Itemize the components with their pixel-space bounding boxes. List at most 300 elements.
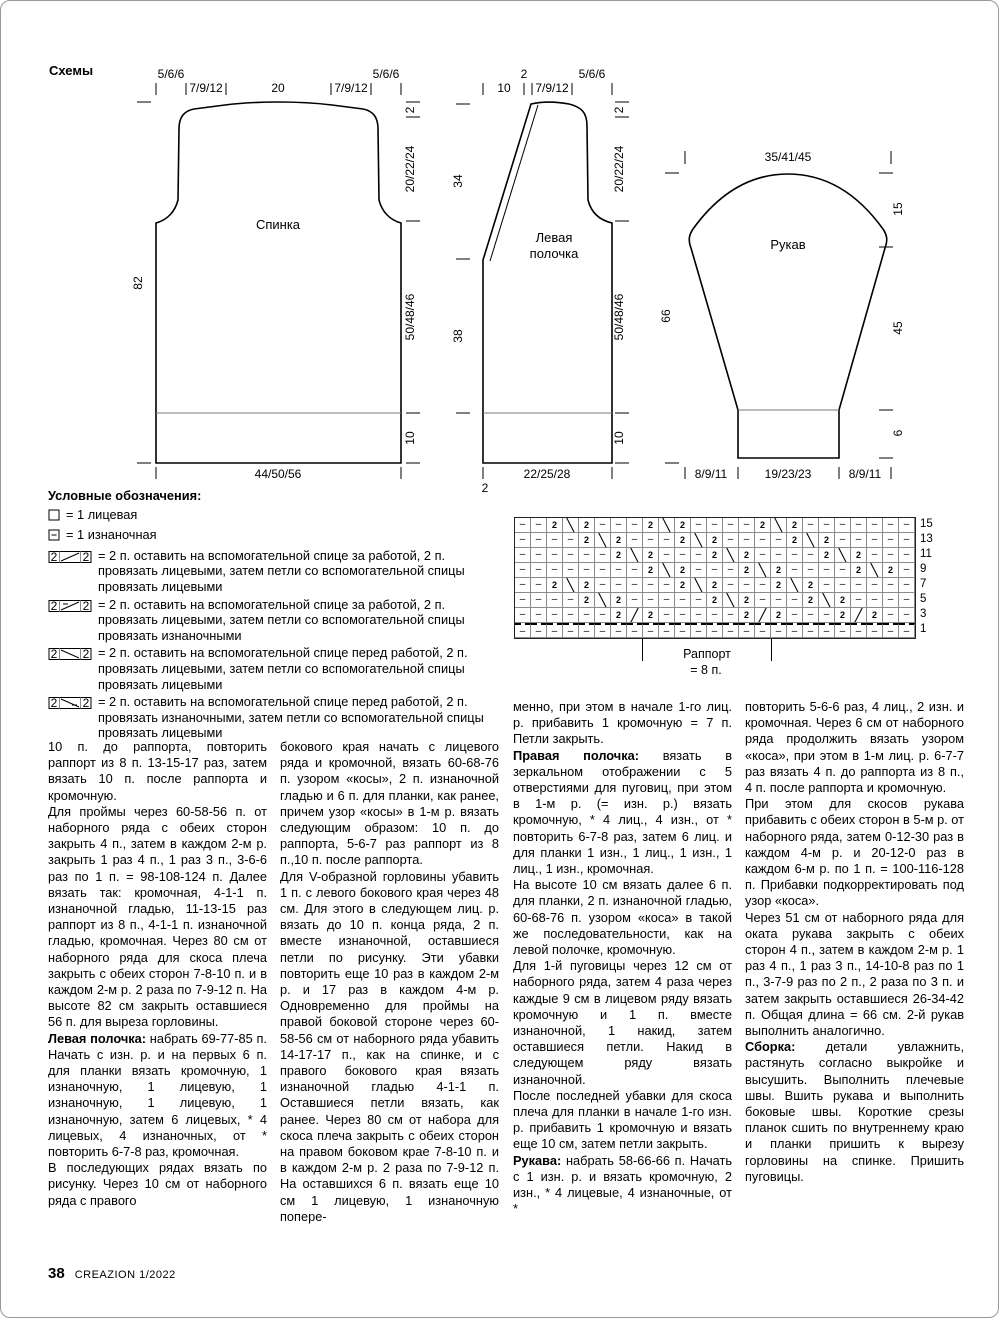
magazine-brand: CREAZION 1/2022 xyxy=(74,1269,176,1281)
measurement-label: 22/25/28 xyxy=(523,467,571,481)
chart-cell: 2 xyxy=(675,563,691,578)
chart-cell: – xyxy=(819,578,835,593)
chart-cell: – xyxy=(883,623,899,638)
svg-text:2: 2 xyxy=(82,696,90,711)
chart-cell: – xyxy=(723,578,739,593)
chart-cell: ╲ xyxy=(691,578,707,593)
chart-cell: – xyxy=(579,563,595,578)
chart-cell: – xyxy=(899,578,915,593)
chart-cell: – xyxy=(643,623,659,638)
chart-cell: – xyxy=(547,593,563,608)
chart-cell: – xyxy=(899,623,915,638)
chart-cell: – xyxy=(579,548,595,563)
chart-cell: – xyxy=(787,623,803,638)
measurement-label: 10 xyxy=(403,431,417,445)
rapport-bracket xyxy=(642,639,772,661)
instruction-paragraph: Для 1-й пуговицы через 12 см от наборного ряда, затем 4 раза через каждые 9 см в лицевом ряду вязать кромочную и 1 п. вместе изнаночной, 1 накид, затем оставшиеся петли. Накид в следующем ряду вязать изнаночной. xyxy=(513,958,732,1087)
sleeve-piece-label: Рукав xyxy=(770,237,806,252)
chart-cell: – xyxy=(723,533,739,548)
legend-item-text: = 2 п. оставить на вспомогательной спице за работой, 2 п. провязать лицевыми, затем петли со вспомогательной спицы провязать изнаночными xyxy=(98,596,465,643)
chart-cell: – xyxy=(659,578,675,593)
chart-cell: – xyxy=(691,593,707,608)
measurement-label: 20/22/24 xyxy=(403,145,417,193)
chart-cell: ╲ xyxy=(627,548,643,563)
cable-back-purl-icon xyxy=(48,597,93,617)
chart-cell: – xyxy=(899,593,915,608)
measurement-label: 38 xyxy=(451,329,465,343)
chart-cell: 2 xyxy=(707,593,723,608)
instruction-paragraph: менно, при этом в начале 1-го лиц. р. прибавить 1 кромочную = 7 п. Петли закрыть. xyxy=(513,699,732,747)
chart-cell: – xyxy=(867,578,883,593)
chart-cell: – xyxy=(579,623,595,638)
chart-cell: – xyxy=(867,548,883,563)
knitting-chart-grid xyxy=(514,517,916,639)
instruction-paragraph: При этом для скосов рукава прибавить с обеих сторон в 5-м р. от наборного ряда, затем 0-12-30 раз в каждом 4-м р. и 20-12-0 раз в каждом 6-м р. по 1 п. = 100-116-128 п. Прибавки подкорректировать под узор «коса». xyxy=(745,796,964,909)
chart-cell: 2 xyxy=(787,533,803,548)
chart-cell: – xyxy=(611,563,627,578)
chart-cell: – xyxy=(627,593,643,608)
chart-row-labels xyxy=(920,517,933,637)
chart-cell: – xyxy=(739,578,755,593)
page-footer xyxy=(48,1265,176,1282)
chart-cell: – xyxy=(547,563,563,578)
chart-row-number: 5 xyxy=(920,593,927,605)
svg-text:2: 2 xyxy=(50,647,58,662)
measurement-label: 10 xyxy=(497,81,511,95)
chart-cell: – xyxy=(515,563,531,578)
chart-cell: – xyxy=(739,623,755,638)
left-front-outline xyxy=(483,102,612,463)
chart-cell: ╲ xyxy=(771,518,787,533)
measurement-label: 8/9/11 xyxy=(848,467,882,481)
garment-schematics xyxy=(1,1,999,497)
page-number: 38 xyxy=(48,1265,65,1282)
chart-cell: 2 xyxy=(707,533,723,548)
cable-back-knit-icon xyxy=(48,548,93,568)
chart-cell: – xyxy=(707,623,723,638)
legend-item xyxy=(48,645,506,692)
chart-cell: – xyxy=(899,548,915,563)
measurement-label: 44/50/56 xyxy=(254,467,302,481)
chart-cell: – xyxy=(867,623,883,638)
chart-cell: – xyxy=(531,623,547,638)
text-column-2 xyxy=(280,739,499,1225)
chart-cell: 2 xyxy=(739,593,755,608)
chart-cell: – xyxy=(835,533,851,548)
chart-cell: – xyxy=(531,593,547,608)
measurement-label: 8/9/11 xyxy=(694,467,728,481)
legend-item-text: = 2 п. оставить на вспомогательной спице перед работой, 2 п. провязать лицевыми, затем петли со вспомогательной спицы провязать лицевыми xyxy=(98,645,468,692)
chart-cell: ╱ xyxy=(755,608,771,623)
chart-cell: 2 xyxy=(835,608,851,623)
knit-square-icon xyxy=(48,507,61,526)
chart-cell: 2 xyxy=(707,578,723,593)
front-piece-label-line1: Левая xyxy=(535,230,573,245)
chart-cell: – xyxy=(707,608,723,623)
chart-cell: ╱ xyxy=(627,608,643,623)
chart-cell: 2 xyxy=(611,548,627,563)
legend-item-text: = 2 п. оставить на вспомогательной спице за работой, 2 п. провязать лицевыми, затем петли со вспомогательной спицы провязать лицевыми xyxy=(98,547,465,594)
chart-cell: – xyxy=(531,578,547,593)
cable-front-knit-icon xyxy=(48,645,93,665)
chart-cell: ╲ xyxy=(787,578,803,593)
measurement-label: 2 xyxy=(520,67,528,81)
chart-cell: – xyxy=(595,578,611,593)
chart-cell: 2 xyxy=(883,563,899,578)
chart-cell: 2 xyxy=(819,533,835,548)
chart-cell: – xyxy=(803,608,819,623)
chart-cell: – xyxy=(675,608,691,623)
chart-cell: – xyxy=(563,593,579,608)
legend-item xyxy=(48,694,506,741)
chart-cell: 2 xyxy=(675,533,691,548)
legend-title: Условные обозначения: xyxy=(48,488,202,503)
chart-row-number: 9 xyxy=(920,563,927,575)
chart-cell: – xyxy=(867,533,883,548)
chart-cell: 2 xyxy=(579,518,595,533)
chart-cell: 2 xyxy=(675,578,691,593)
chart-cell: ╲ xyxy=(563,578,579,593)
chart-cell: – xyxy=(563,608,579,623)
chart-cell: – xyxy=(659,593,675,608)
chart-cell: ╲ xyxy=(803,533,819,548)
text-column-3 xyxy=(513,699,732,1218)
chart-cell: – xyxy=(515,548,531,563)
chart-cell: – xyxy=(515,608,531,623)
instruction-paragraph: Правая полочка: вязать в зеркальном отображении с 5 отверстиями для пуговиц, при этом в 1-м р. (= изн. р.) вязать кромочную, * 4 лиц., 4 изн., от * повторить 6-7-8 раз, затем 6 лиц. и для планки 1 изн., 1 лиц., 1 изн., 1 лиц., 1 изн., кромочная. xyxy=(513,747,732,877)
chart-cell: – xyxy=(707,518,723,533)
measurement-label: 45 xyxy=(891,321,905,335)
chart-cell: – xyxy=(595,623,611,638)
chart-cell: 2 xyxy=(867,608,883,623)
chart-cell: – xyxy=(867,593,883,608)
chart-row-number: 11 xyxy=(920,548,932,560)
chart-cell: – xyxy=(787,608,803,623)
chart-cell: – xyxy=(851,533,867,548)
chart-cell: – xyxy=(531,563,547,578)
chart-cell: 2 xyxy=(739,608,755,623)
chart-cell: – xyxy=(803,623,819,638)
measurement-label: 2 xyxy=(481,481,489,495)
chart-cell: – xyxy=(803,548,819,563)
chart-cell: ╲ xyxy=(755,563,771,578)
text-column-4 xyxy=(745,699,964,1185)
chart-cell: 2 xyxy=(547,518,563,533)
chart-cell: – xyxy=(595,518,611,533)
rapport-stitch-count: = 8 п. xyxy=(690,663,722,677)
chart-row-number: 15 xyxy=(920,518,933,530)
chart-cell: – xyxy=(899,608,915,623)
chart-cell: ╲ xyxy=(723,593,739,608)
chart-cell: 2 xyxy=(643,518,659,533)
instruction-paragraph: бокового края начать с лицевого ряда и кромочной, вязать 60-68-76 п. узором «косы», 2 п. изнаночной гладью и 6 п. для планки, как ранее, причем узор «косы» в 1-м р. вязать следующим образом: 10 п. до раппорта, 5-6-7 раз раппорт из 8 п.,10 п. после раппорта. xyxy=(280,739,499,868)
chart-cell: – xyxy=(851,578,867,593)
chart-cell: – xyxy=(515,623,531,638)
chart-cell: – xyxy=(659,608,675,623)
measurement-label: 7/9/12 xyxy=(189,81,223,95)
chart-cell: ╲ xyxy=(819,593,835,608)
chart-cell: – xyxy=(627,623,643,638)
instruction-paragraph: Через 51 см от наборного ряда для оката рукава закрыть с обеих сторон 4 п., затем в каждом 2-м р. 1 раз 4 п., 1 раз 3 п., 14-10-8 раз по 1 п., 3-7-9 раз по 2 п., 2 раза по 3 п. и затем закрыть оставшиеся 26-34-42 п. Общая длина = 66 см. 2-й рукав выполнить аналогично. xyxy=(745,909,964,1039)
chart-cell: 2 xyxy=(851,563,867,578)
chart-cell: 2 xyxy=(739,548,755,563)
symbol-legend xyxy=(48,488,506,743)
chart-cell: 2 xyxy=(787,518,803,533)
schematics-section-title: Схемы xyxy=(49,63,94,78)
chart-cell: – xyxy=(819,608,835,623)
chart-cell: – xyxy=(547,608,563,623)
chart-cell: – xyxy=(531,518,547,533)
chart-cell: 2 xyxy=(547,578,563,593)
chart-cell: ╲ xyxy=(659,563,675,578)
chart-cell: – xyxy=(835,518,851,533)
measurement-label: 82 xyxy=(131,276,145,290)
chart-cell: – xyxy=(883,608,899,623)
chart-cell: 2 xyxy=(611,608,627,623)
chart-cell: – xyxy=(803,518,819,533)
svg-text:2: 2 xyxy=(82,549,90,564)
legend-item xyxy=(48,597,506,644)
cable-front-purl-icon xyxy=(48,694,93,714)
instruction-paragraph: Рукава: набрать 58-66-66 п. Начать с 1 изн. р. и вязать кромочную, 2 изн., * 4 лицевые, 4 изнаночные, от * xyxy=(513,1152,732,1217)
chart-cell: – xyxy=(739,518,755,533)
chart-cell: – xyxy=(835,563,851,578)
chart-cell: – xyxy=(819,623,835,638)
chart-cell: – xyxy=(723,518,739,533)
sleeve-outline xyxy=(689,174,886,458)
chart-cell: – xyxy=(659,548,675,563)
chart-cell: 2 xyxy=(771,578,787,593)
chart-cell: 2 xyxy=(643,548,659,563)
chart-cell: ╲ xyxy=(691,533,707,548)
back-outline xyxy=(156,102,401,463)
legend-item xyxy=(48,548,506,595)
chart-cell: – xyxy=(883,548,899,563)
text-column-1 xyxy=(48,739,267,1209)
legend-item-text: = 1 изнаночная xyxy=(66,527,157,543)
chart-cell: – xyxy=(755,548,771,563)
chart-cell: – xyxy=(515,593,531,608)
chart-cell: – xyxy=(611,518,627,533)
measurement-label: 19/23/23 xyxy=(764,467,812,481)
chart-cell: – xyxy=(675,593,691,608)
measurement-label: 6 xyxy=(891,429,905,437)
chart-cell: – xyxy=(787,563,803,578)
chart-cell: 2 xyxy=(755,518,771,533)
instruction-paragraph: Для проймы через 60-58-56 п. от наборного ряда с обеих сторон закрыть 4 п., затем в каждом 2-м р. закрыть 1 раз 4 п., 1 раз 3 п., 3-6-6 раз по 1 п. = 98-108-124 п. Далее вязать так: кромочная, 4-1-1 п. изнаночной гладью, 11-13-15 раз раппорт из 8 п., 4-1-1 п. изнаночной гладью, кромочная. Через 80 см от наборного ряда для скоса плеча закрыть с обеих сторон 7-8-10 п. и в каждом 2-м р. 2 раза по 7-9-12 п. На высоте 82 см закрыть оставшиеся 56 п. для выреза горловины. xyxy=(48,803,267,1030)
chart-cell: 2 xyxy=(835,593,851,608)
chart-cell: – xyxy=(723,623,739,638)
chart-cell: – xyxy=(515,518,531,533)
back-schematic xyxy=(131,67,420,481)
instruction-paragraph: В последующих рядах вязать по рисунку. Через 10 см от наборного ряда с правого xyxy=(48,1160,267,1208)
chart-cell: – xyxy=(531,608,547,623)
chart-cell: 2 xyxy=(675,518,691,533)
measurement-label: 34 xyxy=(451,174,465,188)
chart-cell: – xyxy=(563,548,579,563)
chart-cell: – xyxy=(691,518,707,533)
svg-text:2: 2 xyxy=(50,598,58,613)
legend-item-text: = 2 п. оставить на вспомогательной спице перед работой, 2 п. провязать изнаночными, затем петли со вспомогательной спицы провязать лицевыми xyxy=(98,694,484,741)
chart-cell: – xyxy=(563,623,579,638)
legend-item xyxy=(48,507,506,526)
back-piece-label: Спинка xyxy=(255,217,301,232)
chart-cell: 2 xyxy=(771,608,787,623)
chart-cell: – xyxy=(547,548,563,563)
chart-cell: ╲ xyxy=(659,518,675,533)
chart-cell: – xyxy=(883,593,899,608)
measurement-label: 10 xyxy=(612,431,626,445)
chart-cell: – xyxy=(739,533,755,548)
chart-cell: ╲ xyxy=(835,548,851,563)
chart-cell: – xyxy=(883,518,899,533)
chart-cell: – xyxy=(899,518,915,533)
instruction-paragraph: Левая полочка: набрать 69-77-85 п. Начать с изн. р. и на первых 6 п. для планки вязать кромочную, 1 изнаночную, 1 лицевую, 1 изнаночную, 1 лицевую, 1 изнаночную, затем 6 лицевых, * 4 лицевых, 4 изнаночных, от * повторить 6-7-8 раз, кромочная. xyxy=(48,1030,267,1160)
knitting-chart xyxy=(514,517,933,677)
chart-cell: – xyxy=(755,623,771,638)
chart-cell: – xyxy=(595,608,611,623)
chart-cell: – xyxy=(563,563,579,578)
instruction-paragraph: После последней убавки для скоса плеча для планки в начале 1-го изн. р. прибавить 1 кромочную и вязать еще 10 см, затем петли закрыть. xyxy=(513,1087,732,1152)
rapport-label: Раппорт xyxy=(683,647,731,661)
chart-cell: – xyxy=(691,563,707,578)
chart-cell: – xyxy=(835,578,851,593)
chart-cell: 2 xyxy=(803,593,819,608)
chart-cell: ╲ xyxy=(563,518,579,533)
chart-cell: – xyxy=(707,563,723,578)
chart-cell: – xyxy=(867,518,883,533)
chart-cell: ╲ xyxy=(595,593,611,608)
measurement-label: 50/48/46 xyxy=(612,293,626,341)
chart-cell: – xyxy=(675,623,691,638)
chart-cell: – xyxy=(787,548,803,563)
measurement-label: 20/22/24 xyxy=(612,145,626,193)
chart-cell: – xyxy=(627,563,643,578)
chart-cell: – xyxy=(835,623,851,638)
measurement-label: 7/9/12 xyxy=(334,81,368,95)
chart-cell: – xyxy=(643,593,659,608)
sleeve-schematic xyxy=(659,150,905,481)
measurement-label: 5/6/6 xyxy=(372,67,400,81)
chart-cell: – xyxy=(755,593,771,608)
chart-row-number: 7 xyxy=(920,578,927,590)
chart-cell: 2 xyxy=(819,548,835,563)
chart-cell: – xyxy=(659,623,675,638)
chart-cell: – xyxy=(883,533,899,548)
purl-square-icon xyxy=(48,527,61,546)
chart-cell: – xyxy=(547,533,563,548)
measurement-label: 5/6/6 xyxy=(157,67,185,81)
measurement-label: 66 xyxy=(659,309,673,323)
instruction-paragraph: Для V-образной горловины убавить 1 п. с левого бокового края через 48 см. Для этого в следующем лиц. р. вязать до 10 п. конца ряда, 2 п. вместе изнаночной, оставшиеся петли по рисунку. Эти убавки повторить еще 10 раз в каждом 2-м р. и 17 раз в каждом 4-м р. Одновременно для проймы на правой боковой стороне через 60-58-56 см от наборного ряда убавить 14-17-17 п., как на спинке, и с правого бокового края вязать изнаночной гладью 4-1-1 п. Оставшиеся петли вязать, как ранее. Через 80 см от набора для скоса плеча закрыть с обеих сторон на правом боковом крае 7-8-10 п. и в каждом 2-м р. 2 раза по 7-9-12 п. На оставшихся 6 п. вязать еще 10 см 1 лицевую, 1 изнаночную попере- xyxy=(280,868,499,1224)
chart-cell: – xyxy=(819,518,835,533)
chart-cell: – xyxy=(755,533,771,548)
chart-cell: – xyxy=(819,563,835,578)
svg-text:2: 2 xyxy=(82,647,90,662)
instruction-paragraph: 10 п. до раппорта, повторить раппорт из 8 п. 13-15-17 раз, затем вязать 10 п. после раппорта и кромочную. xyxy=(48,739,267,803)
chart-cell: – xyxy=(515,578,531,593)
chart-cell: – xyxy=(691,623,707,638)
chart-cell: 2 xyxy=(803,578,819,593)
legend-item xyxy=(48,527,506,546)
chart-cell: – xyxy=(771,533,787,548)
chart-row-number: 1 xyxy=(920,623,927,635)
chart-cell: – xyxy=(611,623,627,638)
chart-cell: 2 xyxy=(579,533,595,548)
chart-row-number: 3 xyxy=(920,608,927,620)
chart-cell: – xyxy=(547,623,563,638)
chart-cell: 2 xyxy=(643,563,659,578)
measurement-label: 35/41/45 xyxy=(764,150,812,164)
chart-cell: 2 xyxy=(851,548,867,563)
measurement-label: 2 xyxy=(612,106,626,114)
chart-cell: – xyxy=(851,593,867,608)
chart-cell: – xyxy=(771,548,787,563)
chart-cell: – xyxy=(899,563,915,578)
chart-cell: 2 xyxy=(611,593,627,608)
chart-cell: – xyxy=(755,578,771,593)
chart-cell: 2 xyxy=(611,533,627,548)
chart-cell: – xyxy=(659,533,675,548)
chart-cell: – xyxy=(595,563,611,578)
chart-row-number: 13 xyxy=(920,533,933,545)
chart-cell: – xyxy=(851,623,867,638)
chart-cell: 2 xyxy=(707,548,723,563)
chart-cell: – xyxy=(771,593,787,608)
instruction-paragraph: повторить 5-6-6 раз, 4 лиц., 2 изн. и кромочная. Через 6 см от наборного ряда продолжить вязать узором «коса», при этом в 1-м лиц. р. 6-7-7 раз вязать 4 п. до раппорта из 8 п., 4 п. после раппорта и кромочную. xyxy=(745,699,964,796)
chart-cell: ╲ xyxy=(723,548,739,563)
svg-text:2: 2 xyxy=(50,696,58,711)
legend-item-text: = 1 лицевая xyxy=(66,506,138,522)
chart-cell: 2 xyxy=(643,608,659,623)
chart-cell: ╲ xyxy=(867,563,883,578)
chart-cell: – xyxy=(675,548,691,563)
instruction-paragraph: На высоте 10 см вязать далее 6 п. для планки, 2 п. изнаночной гладью, 60-68-76 п. узором «коса» в такой же последовательности, как на левой полочке, кромочную. xyxy=(513,877,732,958)
instruction-paragraph: Сборка: детали увлажнить, растянуть согласно выкройке и высушить. Выполнить плечевые швы. Вшить рукава и выполнить боковые швы. Короткие срезы планок сшить по внутреннему краю и планки пришить к вырезу горловины на спинке. Пришить пуговицы. xyxy=(745,1039,964,1184)
left-front-schematic xyxy=(451,67,629,495)
chart-cell: – xyxy=(803,563,819,578)
chart-cell: – xyxy=(851,518,867,533)
chart-cell: – xyxy=(627,518,643,533)
chart-cell: ╱ xyxy=(851,608,867,623)
measurement-label: 2 xyxy=(403,106,417,114)
chart-cell: – xyxy=(787,593,803,608)
chart-cell: – xyxy=(611,578,627,593)
chart-cell: – xyxy=(595,548,611,563)
chart-cell: – xyxy=(899,533,915,548)
measurement-label: 5/6/6 xyxy=(578,67,606,81)
chart-cell: – xyxy=(531,533,547,548)
measurement-label: 20 xyxy=(271,81,285,95)
chart-cell: – xyxy=(531,548,547,563)
chart-cell: 2 xyxy=(771,563,787,578)
measurement-label: 15 xyxy=(891,202,905,216)
chart-cell: 2 xyxy=(579,578,595,593)
chart-cell: – xyxy=(643,533,659,548)
measurement-label: 7/9/12 xyxy=(535,81,569,95)
chart-cell: – xyxy=(691,548,707,563)
chart-cell: – xyxy=(771,623,787,638)
chart-cell: – xyxy=(723,608,739,623)
measurement-label: 50/48/46 xyxy=(403,293,417,341)
chart-cell: – xyxy=(579,608,595,623)
svg-text:2: 2 xyxy=(82,598,90,613)
chart-cell: – xyxy=(691,608,707,623)
chart-cell: – xyxy=(627,578,643,593)
chart-cell: 2 xyxy=(739,563,755,578)
chart-cell: – xyxy=(515,533,531,548)
chart-cell: – xyxy=(883,578,899,593)
